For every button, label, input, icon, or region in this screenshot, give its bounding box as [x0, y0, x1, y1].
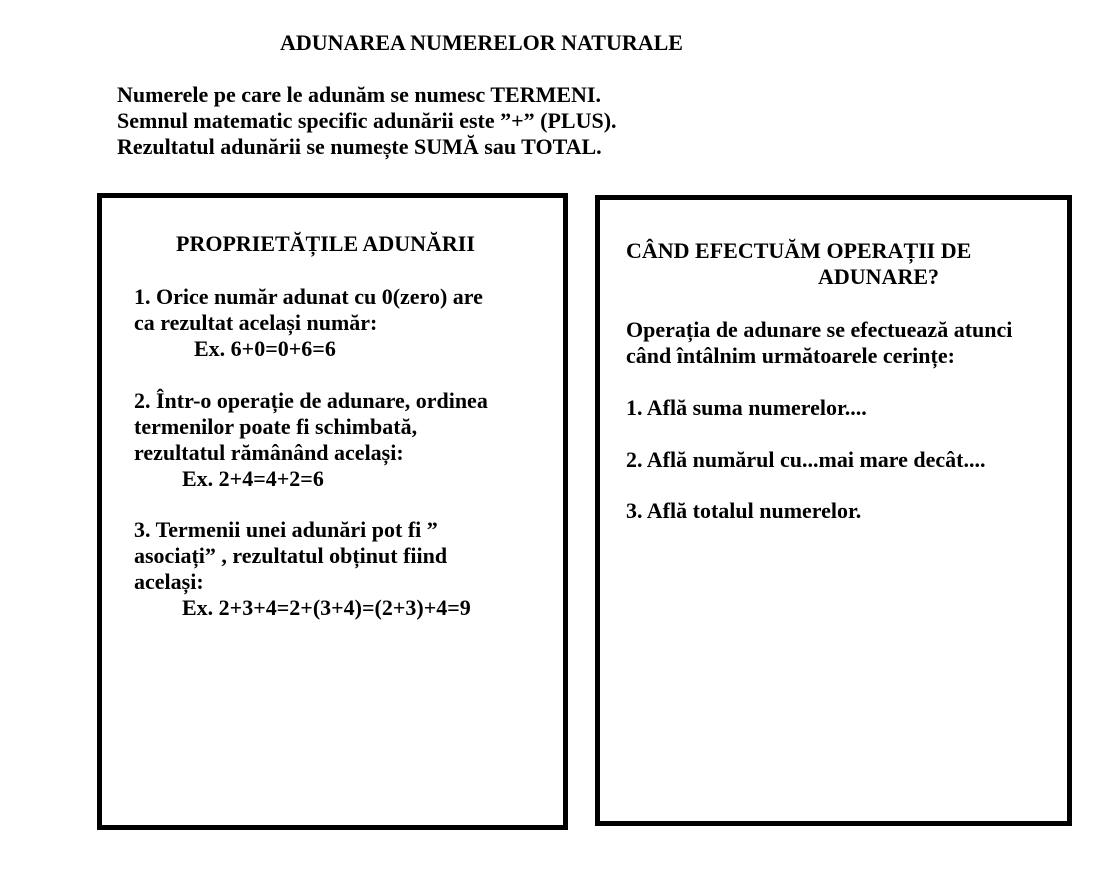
- when-box: [595, 195, 1072, 826]
- property-3-line-3: același:: [134, 569, 204, 594]
- property-2-example: Ex. 2+4=4+2=6: [182, 466, 324, 491]
- property-3-example: Ex. 2+3+4=2+(3+4)=(2+3)+4=9: [182, 595, 471, 620]
- when-intro-line-2: când întâlnim următoarele cerințe:: [626, 343, 955, 368]
- property-1-example: Ex. 6+0=0+6=6: [194, 336, 336, 361]
- when-heading-line-2: ADUNARE?: [818, 264, 939, 289]
- intro-line-terms: Numerele pe care le adunăm se numesc TERMENI.: [117, 82, 601, 107]
- intro-definitions: [117, 82, 617, 160]
- requirement-item: 1. Află suma numerelor....: [626, 395, 867, 420]
- intro-line-sum: Rezultatul adunării se numește SUMĂ sau TOTAL.: [117, 134, 602, 159]
- when-intro-line-1: Operația de adunare se efectuează atunci: [626, 317, 1013, 342]
- property-2-line-3: rezultatul rămânând același:: [134, 440, 404, 465]
- property-1-line-1: 1. Orice număr adunat cu 0(zero) are: [134, 284, 483, 309]
- properties-box: [97, 193, 568, 830]
- property-3-line-1: 3. Termenii unei adunări pot fi ”: [134, 517, 438, 542]
- property-2-line-1: 2. Într-o operație de adunare, ordinea: [134, 388, 488, 413]
- when-heading-line-1: CÂND EFECTUĂM OPERAȚII DE: [626, 238, 972, 263]
- property-3-line-2: asociați” , rezultatul obținut fiind: [134, 543, 448, 568]
- requirement-item: 3. Află totalul numerelor.: [626, 498, 862, 523]
- properties-heading: PROPRIETĂȚILE ADUNĂRII: [176, 231, 475, 256]
- intro-line-sign: Semnul matematic specific adunării este ”+” (PLUS).: [117, 108, 617, 133]
- requirement-item: 2. Află numărul cu...mai mare decât....: [626, 447, 986, 472]
- page-title: ADUNAREA NUMERELOR NATURALE: [280, 30, 683, 55]
- property-1-line-2: ca rezultat același număr:: [134, 310, 378, 335]
- property-2-line-2: termenilor poate fi schimbată,: [134, 414, 418, 439]
